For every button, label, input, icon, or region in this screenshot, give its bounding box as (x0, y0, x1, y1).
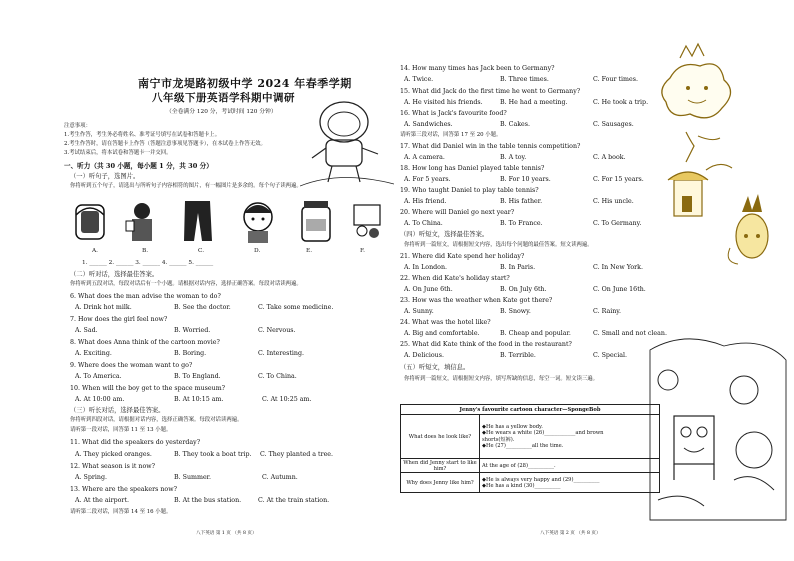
q23-c: C. Rainy. (593, 308, 622, 315)
jar-icon (302, 201, 330, 241)
q22-b: B. On July 6th. (500, 286, 547, 293)
page-footer-1: 八下英语 第 1 页 （共 8 页） (196, 531, 257, 536)
q12-a: A. Spring. (75, 474, 108, 481)
q17-c: C. A book. (593, 154, 626, 161)
look-line-4: ◆He (27)__________all the time. (482, 443, 564, 449)
q13-a: A. At the airport. (75, 497, 129, 504)
look-line-3: shorts(短裤). (482, 437, 515, 443)
q11: 11. What did the speakers do yesterday? (70, 439, 201, 446)
pic-letter-d: D. (254, 248, 261, 254)
note-2: 2.考生作答时，请在答题卡上作答（答题注意事项见答题卡），在本试卷上作答无效。 (64, 141, 266, 147)
bread-icon (76, 205, 104, 239)
pic-letter-c: C. (198, 248, 205, 254)
why-line-2: ◆He has a kind (30)__________ (482, 482, 561, 489)
q12-b: B. Summer. (174, 474, 211, 481)
q21: 21. Where did Kate spend her holiday? (400, 253, 525, 260)
look-line-2: ◆He wears a white (26)____________and brown (482, 430, 604, 436)
q15-c: C. He took a trip. (593, 99, 649, 106)
row-look-label: What does he look like? (401, 415, 480, 459)
q16-b: B. Cakes. (500, 121, 530, 128)
q17: 17. What did Daniel win in the table tennis competition? (400, 143, 581, 150)
part3-instruction: 你将听到四段对话，请根据对话内容，选择正确答案。每段对话读两遍。 (70, 417, 243, 423)
q20-c: C. To Germany. (593, 220, 642, 227)
table-title: Jenny's favourite cartoon character—SpongeBob (401, 405, 660, 415)
read-instruction-2: 请听第二段对话，回答第 14 至 16 小题。 (70, 509, 172, 515)
row-why-label: Why does Jenny like him? (401, 473, 480, 493)
read-instruction-3: 请听第三段对话，回答第 17 至 20 小题。 (400, 132, 502, 138)
boy-drinking-icon (126, 203, 152, 241)
q8: 8. What does Anna think of the cartoon movie? (70, 339, 220, 346)
notes-header: 注意事项： (64, 123, 91, 129)
q13-c: C. At the train station. (258, 497, 330, 504)
q18: 18. How long has Daniel played table tennis? (400, 165, 545, 172)
q13: 13. Where are the speakers now? (70, 486, 177, 493)
q9-a: A. To America. (75, 373, 122, 380)
look-line-1: ◆He has a yellow body. (482, 424, 543, 430)
q14-a: A. Twice. (404, 76, 434, 83)
q14-b: B. Three times. (500, 76, 549, 83)
q19-a: A. His friend. (404, 198, 447, 205)
row-start-content: At the age of (28)__________. (480, 459, 660, 473)
q6-c: C. Take some medicine. (258, 304, 334, 311)
part5-heading: （五）听短文，填信息。 (400, 364, 470, 371)
exam-score-time: （全卷满分 120 分，考试时间 120 分钟） (166, 109, 277, 115)
girl-icon (244, 203, 272, 243)
part2-instruction: 你将听到五段对话，每段对话后有一个小题。请根据对话内容，选择正确答案。每段对话读两遍。 (70, 281, 302, 287)
q12: 12. What season is it now? (70, 463, 156, 470)
q23: 23. How was the weather when Kate got there? (400, 297, 553, 304)
q15-a: A. He visited his friends. (404, 99, 483, 106)
q12-c: C. Autumn. (262, 474, 298, 481)
q6-b: B. See the doctor. (174, 304, 231, 311)
q10-c: C. At 10:25 am. (262, 396, 312, 403)
pic-letter-a: A. (92, 248, 99, 254)
q11-a: A. They picked oranges. (75, 451, 152, 458)
q21-a: A. In London. (404, 264, 448, 271)
q25-a: A. Delicious. (404, 352, 444, 359)
q10-b: B. At 10:15 am. (174, 396, 224, 403)
q8-c: C. Interesting. (258, 350, 304, 357)
row-look-content (480, 415, 660, 459)
q15: 15. What did Jack do the first time he went to Germany? (400, 88, 581, 95)
pic-letter-e: E. (306, 248, 313, 254)
q25: 25. What did Kate think of the food in the restaurant? (400, 341, 572, 348)
q24-b: B. Cheap and popular. (500, 330, 571, 337)
q19-b: B. His father. (500, 198, 543, 205)
q24-a: A. Big and comfortable. (404, 330, 480, 337)
q22-c: C. On June 16th. (593, 286, 646, 293)
trousers-icon (184, 201, 212, 241)
q13-b: B. At the bus station. (174, 497, 242, 504)
q8-a: A. Exciting. (75, 350, 112, 357)
q20-a: A. To China. (404, 220, 443, 227)
q23-b: B. Snowy. (500, 308, 531, 315)
q16: 16. What is Jack's favourite food? (400, 110, 507, 117)
q24-c: C. Small and not clean. (593, 330, 667, 337)
q17-b: B. A toy. (500, 154, 527, 161)
read-instruction-1: 请听第一段对话，回答第 11 至 13 小题。 (70, 427, 172, 433)
picture-row (70, 197, 390, 245)
q15-b: B. He had a meeting. (500, 99, 568, 106)
q20-b: B. To France. (500, 220, 543, 227)
q7: 7. How does the girl feel now? (70, 316, 168, 323)
q21-c: C. In New York. (593, 264, 643, 271)
part2-heading: （二）听对话，选择最佳答案。 (70, 271, 159, 278)
part3-heading: （三）听长对话，选择最佳答案。 (70, 407, 165, 414)
q19: 19. Who taught Daniel to play table tennis? (400, 187, 539, 194)
q7-b: B. Worried. (174, 327, 211, 334)
pills-icon (354, 205, 380, 238)
page-footer-2: 八下英语 第 2 页 （共 8 页） (540, 531, 601, 536)
answer-blanks-1-5: 1. ______ 2. ______ 3. ______ 4. ______ 5. ______ (82, 260, 214, 266)
q25-c: C. Special. (593, 352, 627, 359)
spongebob-doodle (644, 330, 792, 530)
q17-a: A. A camera. (404, 154, 445, 161)
part1-heading: （一）听句子，选图片。 (70, 173, 140, 180)
pic-letter-f: F. (360, 248, 365, 254)
part4-heading: （四）听短文，选择最佳答案。 (400, 231, 489, 238)
q11-c: C. They planted a tree. (260, 451, 334, 458)
cartoon-doodles (650, 40, 790, 270)
q6: 6. What does the man advise the woman to do? (70, 293, 221, 300)
q9-c: C. To China. (258, 373, 297, 380)
q23-a: A. Sunny. (404, 308, 434, 315)
q10: 10. When will the boy get to the space museum? (70, 385, 226, 392)
q16-a: A. Sandwiches. (404, 121, 453, 128)
q9: 9. Where does the woman want to go? (70, 362, 193, 369)
q9-b: B. To England. (174, 373, 221, 380)
q24: 24. What was the hotel like? (400, 319, 491, 326)
q22: 22. When did Kate's holiday start? (400, 275, 510, 282)
q10-a: A. At 10:00 am. (75, 396, 125, 403)
q11-b: B. They took a boat trip. (174, 451, 252, 458)
exam-subject-title: 八年级下册英语学科期中调研 (152, 92, 295, 104)
q18-a: A. For 5 years. (404, 176, 451, 183)
pic-letter-b: B. (142, 248, 149, 254)
q16-c: C. Sausages. (593, 121, 634, 128)
part1-instruction: 你将听到五个句子，请选出与所听句子内容相符的图片，有一幅图片是多余的。每个句子读两遍。 (70, 183, 302, 189)
part5-instruction: 你将听到一篇短文，请根据短文内容，填写所缺的信息，每空一词。短文读三遍。 (404, 376, 599, 382)
part4-instruction: 你将听到一篇短文，请根据短文内容，选出每个问题的最佳答案。短文读两遍。 (404, 242, 593, 248)
q25-b: B. Terrible. (500, 352, 536, 359)
q22-a: A. On June 6th. (404, 286, 453, 293)
q8-b: B. Boring. (174, 350, 207, 357)
row-start-label: When did Jenny start to like him? (401, 459, 480, 473)
note-1: 1.考生作答，考生务必将姓名、准考证号填写在试卷和答题卡上。 (64, 132, 221, 138)
jenny-info-table (400, 404, 660, 493)
q14: 14. How many times has Jack been to Germany? (400, 65, 555, 72)
q6-a: A. Drink hot milk. (75, 304, 132, 311)
note-3: 3.考试结束后，将本试卷和答题卡一并交回。 (64, 150, 172, 156)
row-why-content (480, 473, 660, 493)
astronaut-doodle (300, 96, 394, 188)
q18-b: B. For 10 years. (500, 176, 551, 183)
why-line-1: ◆He is always very happy and (29)__________ (482, 476, 600, 483)
q14-c: C. Four times. (593, 76, 638, 83)
q20: 20. Where will Daniel go next year? (400, 209, 515, 216)
q18-c: C. For 15 years. (593, 176, 644, 183)
exam-title: 南宁市龙堤路初级中学 2024 年春季学期 (138, 77, 352, 90)
section-listening: 一、听力（共 30 小题，每小题 1 分，共 30 分） (64, 162, 213, 170)
q19-c: C. His uncle. (593, 198, 634, 205)
q7-c: C. Nervous. (258, 327, 296, 334)
q7-a: A. Sad. (75, 327, 98, 334)
q21-b: B. In Paris. (500, 264, 536, 271)
